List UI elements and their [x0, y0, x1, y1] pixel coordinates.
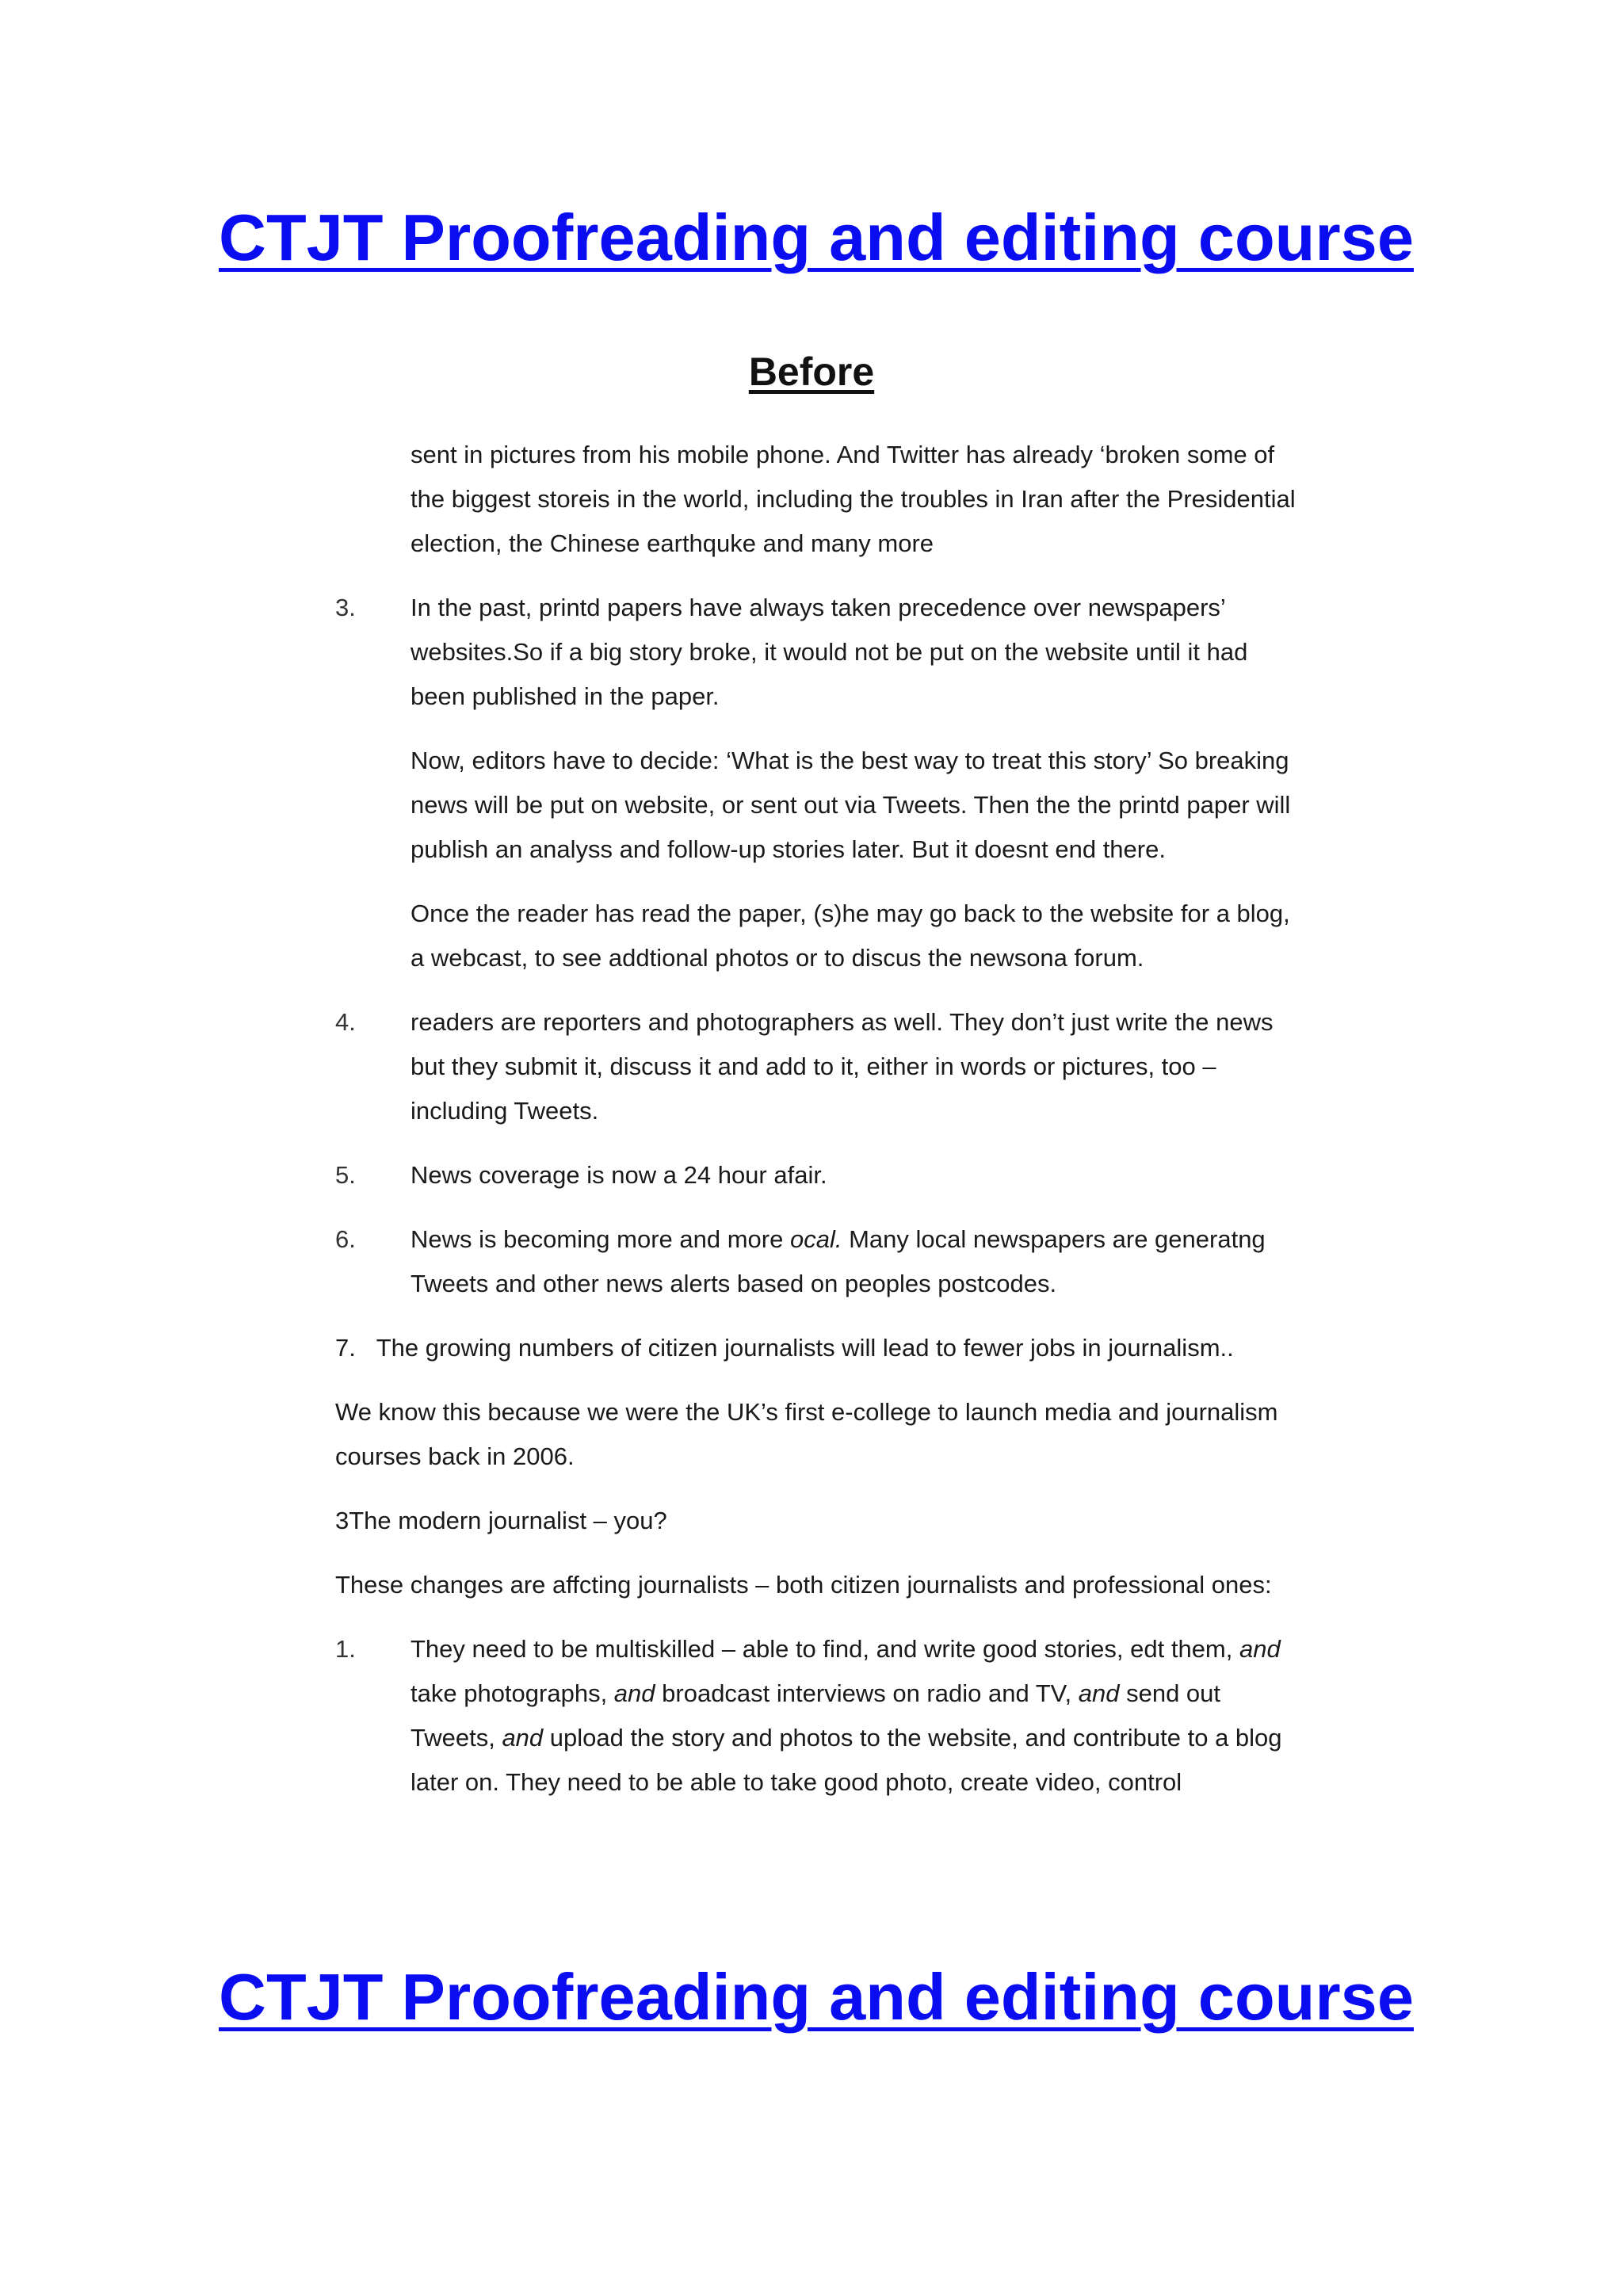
paragraph: These changes are affcting journalists – both citizen journalists and professional ones: — [335, 1571, 1272, 1599]
text-run: They need to be multiskilled – able to find, and write good stories, edt them, — [411, 1635, 1239, 1663]
italic-text: and — [613, 1679, 655, 1707]
paragraph: News coverage is now a 24 hour afair. — [411, 1161, 827, 1189]
list-item-6 — [0, 1217, 1298, 1306]
italic-text: and — [1239, 1635, 1281, 1663]
italic-text: and — [1078, 1679, 1120, 1707]
list-item-1 — [0, 1627, 1298, 1805]
paragraph: Now, editors have to decide: ‘What is the best way to treat this story’ So breaking news will be put on website, or sent out via Tweets. Then the the printd paper will publish an analyss and follow-up stories later. But it doesnt end there. — [411, 747, 1291, 863]
list-number: 7. — [335, 1334, 356, 1362]
text-run: take photographs, — [411, 1679, 614, 1707]
text-run: The growing numbers of citizen journalists will lead to fewer jobs in journalism.. — [376, 1334, 1234, 1362]
text-run: News is becoming more and more — [411, 1225, 790, 1253]
document-body — [0, 433, 1623, 1805]
list-number: 4. — [335, 1008, 356, 1036]
paragraph: Once the reader has read the paper, (s)he may go back to the website for a blog, a webcast, to see addtional photos or to discus the newsona forum. — [411, 900, 1290, 972]
italic-text: ocal. — [789, 1225, 842, 1253]
list-number: 3. — [335, 594, 356, 621]
list-number: 1. — [335, 1635, 356, 1663]
text-run: send out Tweets, — [411, 1679, 1221, 1752]
paragraph — [411, 1217, 1298, 1306]
document-title-link[interactable]: CTJT Proofreading and editing course — [219, 201, 1414, 274]
text-run: broadcast interviews on radio and TV, — [655, 1679, 1079, 1707]
paragraph: sent in pictures from his mobile phone. And Twitter has already ‘broken some of the biggest storeis in the world, including the troubles in Iran after the Presidential election, the Chinese earthquke and many more — [411, 441, 1296, 557]
paragraph — [411, 1627, 1298, 1805]
list-number: 5. — [335, 1161, 356, 1189]
paragraph: readers are reporters and photographers as well. They don’t just write the news but they submit it, discuss it and add to it, either in words or pictures, too – including Tweets. — [411, 1008, 1274, 1125]
list-number: 6. — [335, 1225, 356, 1253]
text-run: upload the story and photos to the website, and contribute to a blog later on. They need to be able to take good photo, create video, control — [411, 1724, 1282, 1796]
paragraph: We know this because we were the UK’s first e-college to launch media and journalism courses back in 2006. — [335, 1398, 1278, 1470]
section-heading: Before — [748, 350, 875, 394]
text-run: Many local newspapers are generatng Tweets and other news alerts based on peoples postcodes. — [411, 1225, 1266, 1297]
list-item-4 — [0, 1000, 1298, 1133]
list-item-5 — [0, 1153, 1298, 1198]
subheading: 3The modern journalist – you? — [335, 1507, 667, 1534]
list-item-3 — [0, 586, 1298, 719]
paragraph: In the past, printd papers have always taken precedence over newspapers’ websites.So if a big story broke, it would not be put on the website until it had been published in the paper. — [411, 594, 1248, 710]
italic-text: and — [502, 1724, 544, 1752]
document-title-link-footer[interactable]: CTJT Proofreading and editing course — [219, 1960, 1414, 2034]
list-item-7 — [0, 1326, 1298, 1370]
